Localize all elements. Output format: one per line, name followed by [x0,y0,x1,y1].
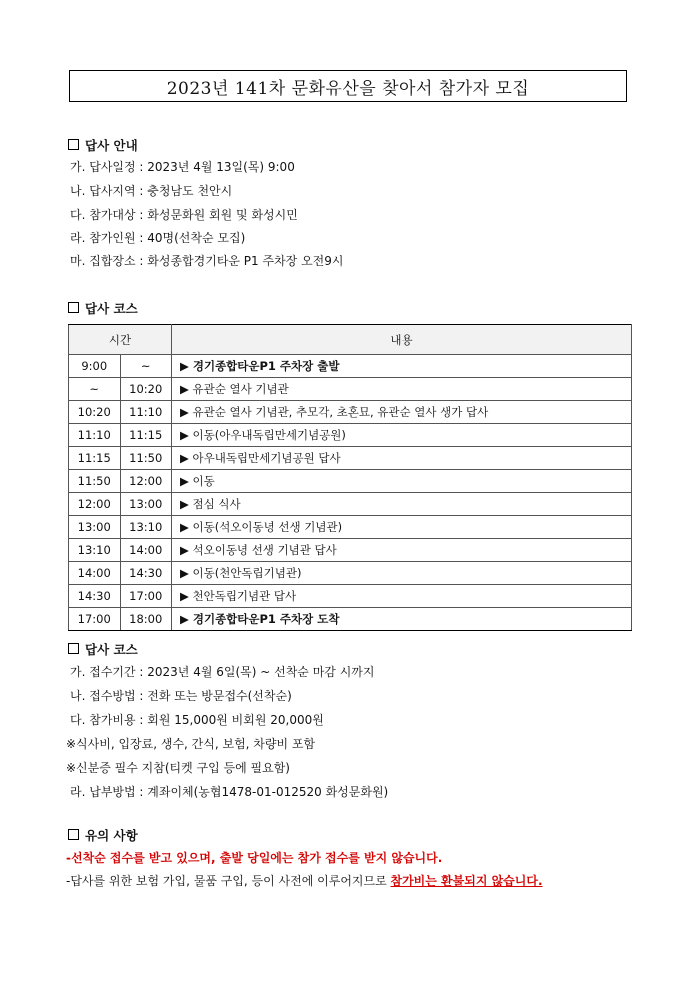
row-start-time: 11:50 [69,470,121,493]
row-end-time: 12:00 [120,470,172,493]
row-start-time: 12:00 [69,493,121,516]
row-start-time: 11:15 [69,447,121,470]
section-heading-tour-info: 답사 안내 [68,136,138,154]
row-content: ▶ 경기종합타운P1 주차장 출발 [172,355,632,378]
info-meeting-place: 마. 집합장소 : 화성종합경기타운 P1 주차장 오전9시 [70,254,344,268]
table-row [69,470,632,493]
note-refund-text: -답사를 위한 보험 가입, 물품 구입, 등이 사전에 이루어지므로 [66,874,391,888]
row-end-time: 11:50 [120,447,172,470]
row-start-time: 14:00 [69,562,121,585]
column-header-time: 시간 [69,325,172,355]
checkbox-square-icon [68,829,79,840]
section-heading-course: 답사 코스 [68,299,138,317]
row-content: ▶ 점심 식사 [172,493,632,516]
info-target: 다. 참가대상 : 화성문화원 회원 및 화성시민 [70,208,298,222]
table-row [69,493,632,516]
row-start-time: 14:30 [69,585,121,608]
row-end-time: 13:00 [120,493,172,516]
table-row [69,608,632,631]
info-region: 나. 답사지역 : 충청남도 천안시 [70,184,233,198]
table-row [69,585,632,608]
info-capacity: 라. 참가인원 : 40명(선착순 모집) [70,231,246,245]
row-end-time: 14:00 [120,539,172,562]
row-content: ▶ 아우내독립만세기념공원 답사 [172,447,632,470]
row-end-time: 10:20 [120,378,172,401]
row-start-time: 9:00 [69,355,121,378]
section-heading-registration: 답사 코스 [68,640,138,658]
table-row [69,516,632,539]
reg-id-note: ※신분증 필수 지참(티켓 구입 등에 필요함) [66,761,290,775]
course-table [68,324,632,631]
table-row [69,539,632,562]
row-start-time: 13:00 [69,516,121,539]
row-end-time: 11:10 [120,401,172,424]
reg-period: 가. 접수기간 : 2023년 4월 6일(목) ~ 선착순 마감 시까지 [70,665,375,679]
row-content: ▶ 이동(아우내독립만세기념공원) [172,424,632,447]
page-title: 2023년 141차 문화유산을 찾아서 참가자 모집 [69,70,627,102]
column-header-content: 내용 [172,325,632,355]
reg-payment: 라. 납부방법 : 계좌이체(농협1478-01-012520 화성문화원) [70,785,389,799]
row-content: ▶ 경기종합타운P1 주차장 도착 [172,608,632,631]
note-first-come: -선착순 접수를 받고 있으며, 출발 당일에는 참가 접수를 받지 않습니다. [66,851,443,865]
row-start-time: 10:20 [69,401,121,424]
row-end-time: 18:00 [120,608,172,631]
row-end-time: 11:15 [120,424,172,447]
section-heading-notes: 유의 사항 [68,826,138,844]
row-end-time: 14:30 [120,562,172,585]
note-refund [66,872,543,889]
row-content: ▶ 이동(석오이동녕 선생 기념관) [172,516,632,539]
table-row [69,355,632,378]
info-schedule: 가. 답사일정 : 2023년 4월 13일(목) 9:00 [70,160,295,174]
table-row [69,562,632,585]
row-start-time: 13:10 [69,539,121,562]
reg-method: 나. 접수방법 : 전화 또는 방문접수(선착순) [70,689,292,703]
table-row [69,378,632,401]
reg-fee-note: ※식사비, 입장료, 생수, 간식, 보험, 차량비 포함 [66,737,316,751]
table-row [69,447,632,470]
checkbox-square-icon [68,139,79,150]
checkbox-square-icon [68,302,79,313]
row-end-time: 13:10 [120,516,172,539]
row-start-time: ~ [69,378,121,401]
row-end-time: ~ [120,355,172,378]
row-content: ▶ 이동 [172,470,632,493]
row-end-time: 17:00 [120,585,172,608]
reg-fee: 다. 참가비용 : 회원 15,000원 비회원 20,000원 [70,713,324,727]
row-start-time: 17:00 [69,608,121,631]
row-content: ▶ 석오이동녕 선생 기념관 답사 [172,539,632,562]
note-refund-emphasis: 참가비는 환불되지 않습니다. [390,874,543,888]
checkbox-square-icon [68,643,79,654]
table-row [69,424,632,447]
row-content: ▶ 이동(천안독립기념관) [172,562,632,585]
table-row [69,401,632,424]
row-start-time: 11:10 [69,424,121,447]
row-content: ▶ 유관순 열사 기념관, 추모각, 초혼묘, 유관순 열사 생가 답사 [172,401,632,424]
row-content: ▶ 천안독립기념관 답사 [172,585,632,608]
row-content: ▶ 유관순 열사 기념관 [172,378,632,401]
